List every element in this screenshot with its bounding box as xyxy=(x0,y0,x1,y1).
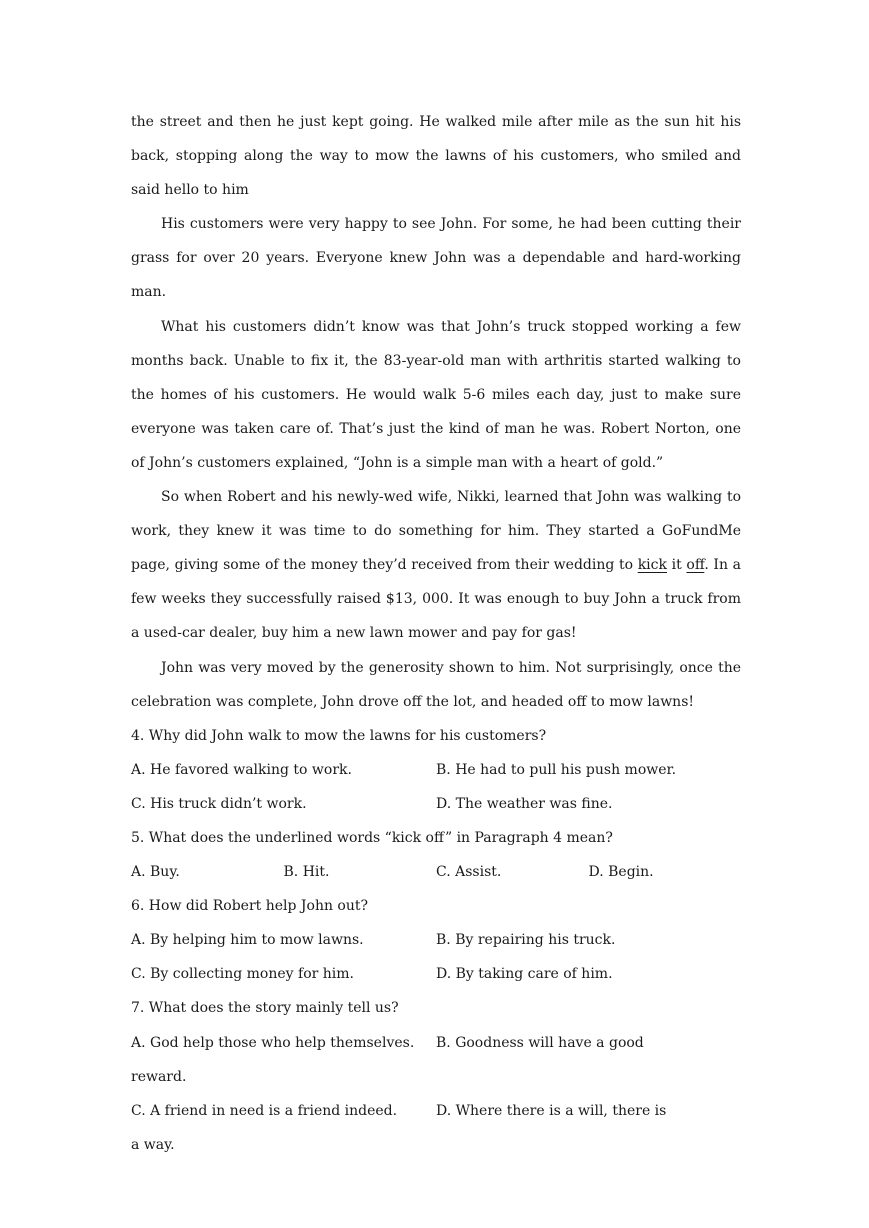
option-d-continuation: a way. xyxy=(131,1136,175,1153)
option-c: C. His truck didn’t work. xyxy=(131,795,307,812)
options-row xyxy=(131,787,741,821)
question-stem: 7. What does the story mainly tell us? xyxy=(131,1000,399,1017)
reading-passage xyxy=(131,105,741,719)
option-c: C. By collecting money for him. xyxy=(131,966,354,983)
options-row xyxy=(131,923,741,957)
option-a: A. God help those who help themselves. xyxy=(131,1034,415,1051)
option-d: D. The weather was fine. xyxy=(436,795,613,812)
options-row xyxy=(131,957,741,991)
option-d: D. Begin. xyxy=(588,864,654,881)
option-b: B. He had to pull his push mower. xyxy=(436,761,677,778)
paragraph-4-space: it xyxy=(667,557,687,574)
question-stem: 6. How did Robert help John out? xyxy=(131,898,369,915)
option-c: C. Assist. xyxy=(436,864,502,881)
paragraph-5: John was very moved by the generosity shown to him. Not surprisingly, once the celebration was complete, John drove off the lot, and headed off to mow lawns! xyxy=(131,659,741,710)
paragraph-1: the street and then he just kept going. He walked mile after mile as the sun hit his back, stopping along the way to mow the lawns of his customers, who smiled and said hello to him xyxy=(131,114,741,199)
question-stem: 4. Why did John walk to mow the lawns for his customers? xyxy=(131,727,547,744)
underlined-word-off: off xyxy=(686,557,705,574)
option-c: C. A friend in need is a friend indeed. xyxy=(131,1102,398,1119)
options-row xyxy=(131,855,741,889)
option-a: A. By helping him to mow lawns. xyxy=(131,932,364,949)
paragraph-4-text-after: . In a few weeks they successfully raised $13, 000. It was enough to buy John a truck from a used-car dealer, buy him a new lawn mower and pay for gas! xyxy=(131,557,741,642)
option-a: A. Buy. xyxy=(131,864,180,881)
options-row xyxy=(131,1094,741,1128)
question-6 xyxy=(131,889,741,991)
options-row xyxy=(131,753,741,787)
paragraph-4-text-before: So when Robert and his newly-wed wife, Nikki, learned that John was walking to work, they knew it was time to do something for him. They started a GoFundMe page, giving some of the money they’d received from their wedding to xyxy=(131,489,741,574)
paragraph-2: His customers were very happy to see John. For some, he had been cutting their grass for over 20 years. Everyone knew John was a dependable and hard-working man. xyxy=(131,216,741,301)
option-d: D. Where there is a will, there is xyxy=(436,1102,667,1119)
underlined-word-kick: kick xyxy=(637,557,667,574)
question-4 xyxy=(131,719,741,821)
options-row xyxy=(131,1026,741,1060)
option-d: D. By taking care of him. xyxy=(436,966,613,983)
page-content xyxy=(131,105,741,1162)
question-stem: 5. What does the underlined words “kick off” in Paragraph 4 mean? xyxy=(131,829,613,846)
option-b: B. Goodness will have a good xyxy=(436,1034,644,1051)
option-b-continuation: reward. xyxy=(131,1068,187,1085)
option-b: B. Hit. xyxy=(283,864,330,881)
paragraph-4 xyxy=(131,480,741,650)
option-a: A. He favored walking to work. xyxy=(131,761,352,778)
question-5 xyxy=(131,821,741,889)
question-7 xyxy=(131,991,741,1161)
paragraph-3: What his customers didn’t know was that John’s truck stopped working a few months back. Unable to fix it, the 83-year-old man with arthritis started walking to the homes of his customers. He would walk 5-6 miles each day, just to make sure everyone was taken care of. That’s just the kind of man he was. Robert Norton, one of John’s customers explained, “John is a simple man with a heart of gold.” xyxy=(131,318,741,471)
option-b: B. By repairing his truck. xyxy=(436,932,616,949)
